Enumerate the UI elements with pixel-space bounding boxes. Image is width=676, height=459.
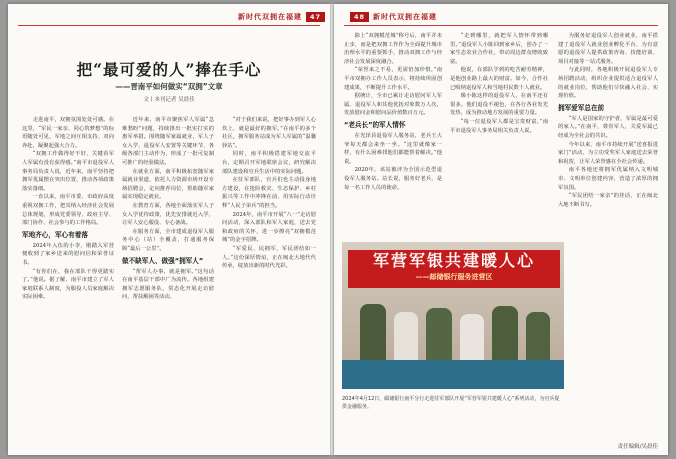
paragraph: 像小陈这样的退役军人，在南平还有很多。他们退役不褪色，在各行各业发光发热，成为推动地方发展的重要力量。 [450,93,548,117]
paragraph: 今年以来，南平市持续开展“送喜报进家门”活动，为立功受奖军人家庭送去荣誉和祝贺，让军人荣誉感在全社会传递。 [558,141,658,165]
section-heading: “老兵长”的军人情怀 [344,120,406,129]
right-page [334,4,668,455]
paragraph: “军人是国家的守护者，军属是最可爱的家人。”在南平，尊崇军人、关爱军属已经成为全社会的共识。 [558,115,658,139]
photo-banner-title: 军营军银共建暖人心 [372,251,535,270]
paragraph: “有你们在，我在部队干得更踏实了。”他说。据了解，南平市建立了军人家庭联系人制度，为服役人员家庭解决实际困难。 [22,268,114,301]
paragraph: 走进南平，双拥氛围处处可感。在这里，“军民一家亲、同心筑梦想”的标语随处可见，军地之间互相支持、双向奔赴，凝聚起强大合力。 [22,117,114,149]
paragraph: 据统计，全市已累计走访慰问军人军属、退役军人和其他优抚对象数万人次，发放慰问金和慰问品价值数百万元。 [344,93,442,117]
paragraph: “每一位退役军人都是宝贵财富。”南平市退役军人事务局相关负责人说。 [450,118,548,134]
left-column-3 [222,116,316,446]
table-cloth [342,360,564,389]
right-header-rule [344,25,658,26]
paragraph: “对于我们来说，把好事办到军人心坎上，就是最好的拥军。”在南平的多个社区，拥军服务站成为军人军属的“温馨驿站”。 [222,117,316,149]
event-photo [342,242,564,389]
left-column-1 [22,116,114,446]
left-column-2 [122,116,214,446]
left-running-head [238,11,329,23]
right-column-1 [344,32,442,237]
paragraph: 南平各地还将拥军优属纳入文明城市、文明单位创建内容，营造了浓厚的拥军氛围。 [558,167,658,191]
paragraph: 近年来，南平市聚焦军人军属“急难愁盼”问题，持续推出一批实打实的惠军举措。围绕随军家属就业、军人子女入学、退役军人安置等关键环节，各级各部门主动作为，形成了一批可复制可推广的经验做法。 [122,117,214,166]
left-header-rule [18,25,320,26]
soldier-figure [360,304,386,364]
article-subtitle: ——晋南平如何做实“双拥”文章 [115,82,223,91]
section-heading: 做不缺军人、做强“拥军人” [122,256,204,265]
paragraph: “军爱民、民拥军，军民团结如一人。”这份深厚情谊，正在闽北大地代代传承，绽放出新的时代光彩。 [222,245,316,270]
soldier-figure [426,308,452,364]
paragraph: “荣誉来之不易，更需倍加珍惜。”南平市双拥办工作人员表示，将持续巩固创建成果，不断提升工作水平。 [344,67,442,91]
photo-banner [348,250,560,288]
paragraph: 在服务方面，全市建成退役军人服务中心（站）全覆盖，打通服务保障“最后一公里”。 [122,228,214,252]
paragraph: 在教育方面，各地全面落实军人子女入学优待政策，优先安排就近入学，让军人安心服役、专心备战。 [122,202,214,227]
editor-credit: 责任编辑/吴晨佳 [617,444,658,450]
paragraph: 2024年入伍的小李，刚踏入军营便收到了家乡送来的慰问信和荣誉证书。 [22,242,114,266]
paragraph: 为服务好退役军人创业就业，南平搭建了退役军人就业创业孵化平台，为有意愿的退役军人提供政策咨询、技能培训、项目对接等一站式服务。 [558,33,658,65]
left-page [8,4,330,455]
soldier-figure [492,306,518,364]
paragraph: 2020年，该站被评为全国示范型退役军人服务站。站长说，服务好老兵，是每一名工作人员的使命。 [344,167,442,191]
staff-figure [460,314,484,364]
right-running-head-text: 新时代双拥在福建 [373,13,438,21]
paragraph: 在光泽县退役军人服务站，老兵王大爷每天都会来坐一坐。“这里就像家一样，有什么困难找他们都能帮着解决。”他说。 [344,132,442,165]
paragraph: “军民团结一家亲”的佳话，正在闽北大地不断书写。 [558,193,658,208]
paragraph: “走到哪里，就把军人情怀带到哪里。”退役军人小陈回到家乡后，创办了一家生态农业合作社，带动周边群众增收致富。 [450,33,548,65]
paragraph: 在就业方面，南平积极拓宽随军家属就业渠道，依托人力资源市场开设专场招聘会，定向推荐岗位，帮助随军家属实现稳定就业。 [122,168,214,201]
soldier-figure [526,312,550,364]
paragraph: 在驻军部队，官兵们也主动投身地方建设，在抢险救灾、生态保护、乡村振兴等工作中冲锋在前，用实际行动诠释“人民子弟兵”的担当。 [222,177,316,209]
article-title: 把“最可爱的人”捧在手心 [76,60,262,79]
paragraph: 一直以来，南平市委、市政府高度重视双拥工作，把其纳入经济社会发展总体规划，形成党委领导、政府主导、部门协作、社会参与的工作格局。 [22,194,114,227]
paragraph: 同时，南平积极搭建军地交流平台，定期召开军地联席会议，研究解决部队建设和官兵生活中的实际问题。 [222,151,316,175]
section-heading: 拥军爱军总在前 [558,103,605,112]
paragraph: “双拥工作做得好不好，关键看军人军属有没有获得感。”南平市退役军人事务局负责人说，近年来，南平坚持把拥军优属摆在突出位置，推动各项政策落实落细。 [22,151,114,192]
left-running-head-text: 新时代双拥在福建 [238,13,302,21]
paragraph: 除上“双拥模范城”称号后，南平并未止步，而是把双拥工作作为全面提升城市治理水平的重要抓手，推动双拥工作与经济社会发展深度融合。 [344,33,442,65]
paragraph: 2024年，南平市开展“八一”走访慰问活动，深入部队和军人家庭，送去党和政府的关怀，进一步擦亮“双拥模范城”的金字招牌。 [222,211,316,244]
left-page-number: 47 [306,12,325,22]
right-column-2 [450,32,548,237]
article-byline: 文丨本刊记者 吴晨佳 [143,97,195,103]
right-column-3 [558,32,658,437]
staff-figure [394,312,418,364]
photo-caption: 2024年4月12日，邮储银行南平分行走进驻军部队开展“军营军银共建暖人心”系列活动，为官兵提供金融服务。 [342,396,560,410]
photo-banner-subtitle: ——邮储银行服务进营区 [415,273,493,281]
section-heading: 军地齐心，军心有着落 [22,230,88,239]
paragraph: “帮军人办事，就是拥军。”这句话在南平基层干部中广为流传。各地组建拥军志愿服务队，常态化开展走访慰问、帮扶解困等活动。 [122,268,214,301]
paragraph: 他说，在部队学到的吃苦耐劳精神，是他创业路上最大的财富。如今，合作社已吸纳退役军人和当地村民数十人就业。 [450,67,548,91]
paragraph: 与此同时，各地积极开展退役军人专场招聘活动，组织企业提供适合退役军人的就业岗位，帮助他们尽快融入社会、实现价值。 [558,67,658,100]
right-page-number: 48 [350,12,369,22]
right-running-head [346,11,437,23]
